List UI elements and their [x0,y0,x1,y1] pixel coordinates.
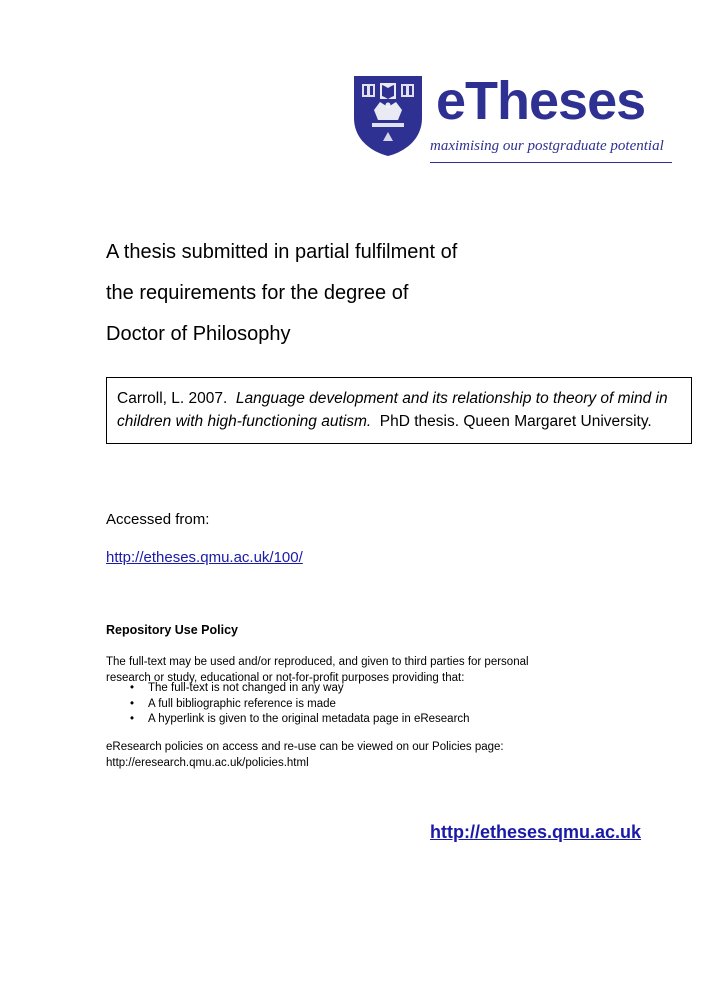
accessed-from-link[interactable]: http://etheses.qmu.ac.uk/100/ [106,549,303,566]
logo-divider [430,162,672,163]
policy-intro-text: The full-text may be used and/or reproduced, and given to third parties for personal research or study, educational or not-for-profit purposes providing that: [106,656,529,684]
citation-box [106,377,692,444]
policy-conditions-list [106,681,576,728]
list-item: • The full-text is not changed in any way [106,681,576,697]
citation-text [117,387,681,433]
etheses-logo [352,72,672,172]
repository-use-policy-heading: Repository Use Policy [106,623,238,637]
logo-wordmark: eTheses [436,71,646,131]
page-title [106,232,666,355]
footer-repository-link[interactable]: http://etheses.qmu.ac.uk [430,822,642,842]
list-item: • A full bibliographic reference is made [106,697,576,713]
list-item: • A hyperlink is given to the original metadata page in eResearch [106,712,576,728]
citation-publication: PhD thesis. Queen Margaret University. [379,413,652,430]
policy-tail-text: eResearch policies on access and re-use can be viewed on our Policies page: http://eresearch.qmu.ac.uk/policies.html [106,741,504,769]
citation-author-year: Carroll, L. 2007. [117,390,228,407]
title-line-1: A thesis submitted in partial fulfilment of [106,241,458,263]
logo-tagline: maximising our postgraduate potential [430,138,664,154]
title-line-3: Doctor of Philosophy [106,323,291,345]
university-crest-icon [352,74,424,158]
citation-work-title: Language development and its relationship to theory of mind in children with high-functioning autism. [117,390,668,430]
title-line-2: the requirements for the degree of [106,282,409,304]
accessed-from-label: Accessed from: [106,511,210,528]
